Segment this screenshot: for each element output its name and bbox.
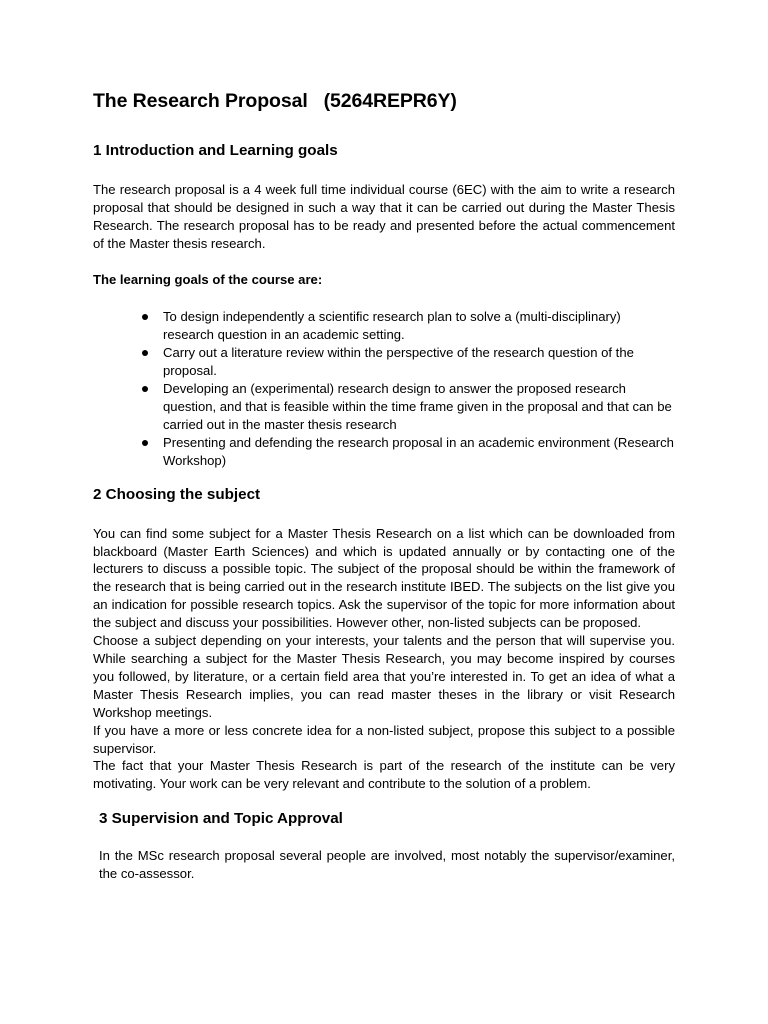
section-heading-supervision: 3 Supervision and Topic Approval: [99, 810, 343, 828]
list-item-text: Carry out a literature review within the perspective of the research question of the proposal.: [163, 344, 634, 378]
supervision-paragraph: In the MSc research proposal several people are involved, most notably the supervisor/examiner, the co-assessor.: [99, 848, 675, 882]
list-item-text: To design independently a scientific research plan to solve a (multi-disciplinary) research question in an academic setting.: [163, 308, 621, 342]
subject-paragraph-3: If you have a more or less concrete idea for a non-listed subject, propose this subject to a possible supervisor.: [93, 722, 675, 756]
section-heading-introduction: 1 Introduction and Learning goals: [93, 142, 338, 159]
list-item: [93, 344, 675, 380]
list-item-text: Developing an (experimental) research design to answer the proposed research question, and that is feasible within the time frame given in the proposal and that can be carried out in the master thesis research: [163, 380, 672, 432]
list-item: [93, 434, 675, 470]
bullet-icon: [142, 314, 148, 320]
subject-paragraph-2: Choose a subject depending on your interests, your talents and the person that will supervise you. While searching a subject for the Master Thesis Research, you may become inspired by courses you followed, by literature, or a certain field area that you’re interested in. To get an idea of what a Master Thesis Research implies, you can read master theses in the library or visit Research Workshop meetings.: [93, 633, 675, 720]
list-item: [93, 308, 675, 344]
list-item-text: Presenting and defending the research proposal in an academic environment (Research Workshop): [163, 434, 674, 468]
introduction-paragraph: The research proposal is a 4 week full time individual course (6EC) with the aim to write a research proposal that should be designed in such a way that it can be carried out during the Master Thesis Research. The research proposal has to be ready and presented before the actual commencement of the Master thesis research.: [93, 182, 675, 251]
bullet-icon: [142, 386, 148, 392]
subject-paragraph-4: The fact that your Master Thesis Research is part of the research of the institute can be very motivating. Your work can be very relevant and contribute to the solution of a problem.: [93, 758, 675, 792]
section-heading-choosing-subject: 2 Choosing the subject: [93, 485, 261, 503]
bullet-icon: [142, 350, 148, 356]
list-item: [93, 380, 675, 434]
learning-goals-list: [93, 308, 675, 470]
learning-goals-heading: The learning goals of the course are:: [93, 271, 323, 287]
subject-paragraph-1: You can find some subject for a Master Thesis Research on a list which can be downloaded from blackboard (Master Earth Sciences) and which is updated annually or by contacting one of the lecturers to discuss a possible topic. The subject of the proposal should be within the framework of the research that is being carried out in the research institute IBED. The subjects on the list give you an indication for possible research topics. Ask the supervisor of the topic for more information about the subject and discuss your possibilities. However other, non-listed subjects can be proposed.: [93, 525, 675, 631]
document-page: [93, 88, 675, 883]
bullet-icon: [142, 440, 148, 446]
document-title: The Research Proposal (5264REPR6Y): [93, 90, 457, 112]
